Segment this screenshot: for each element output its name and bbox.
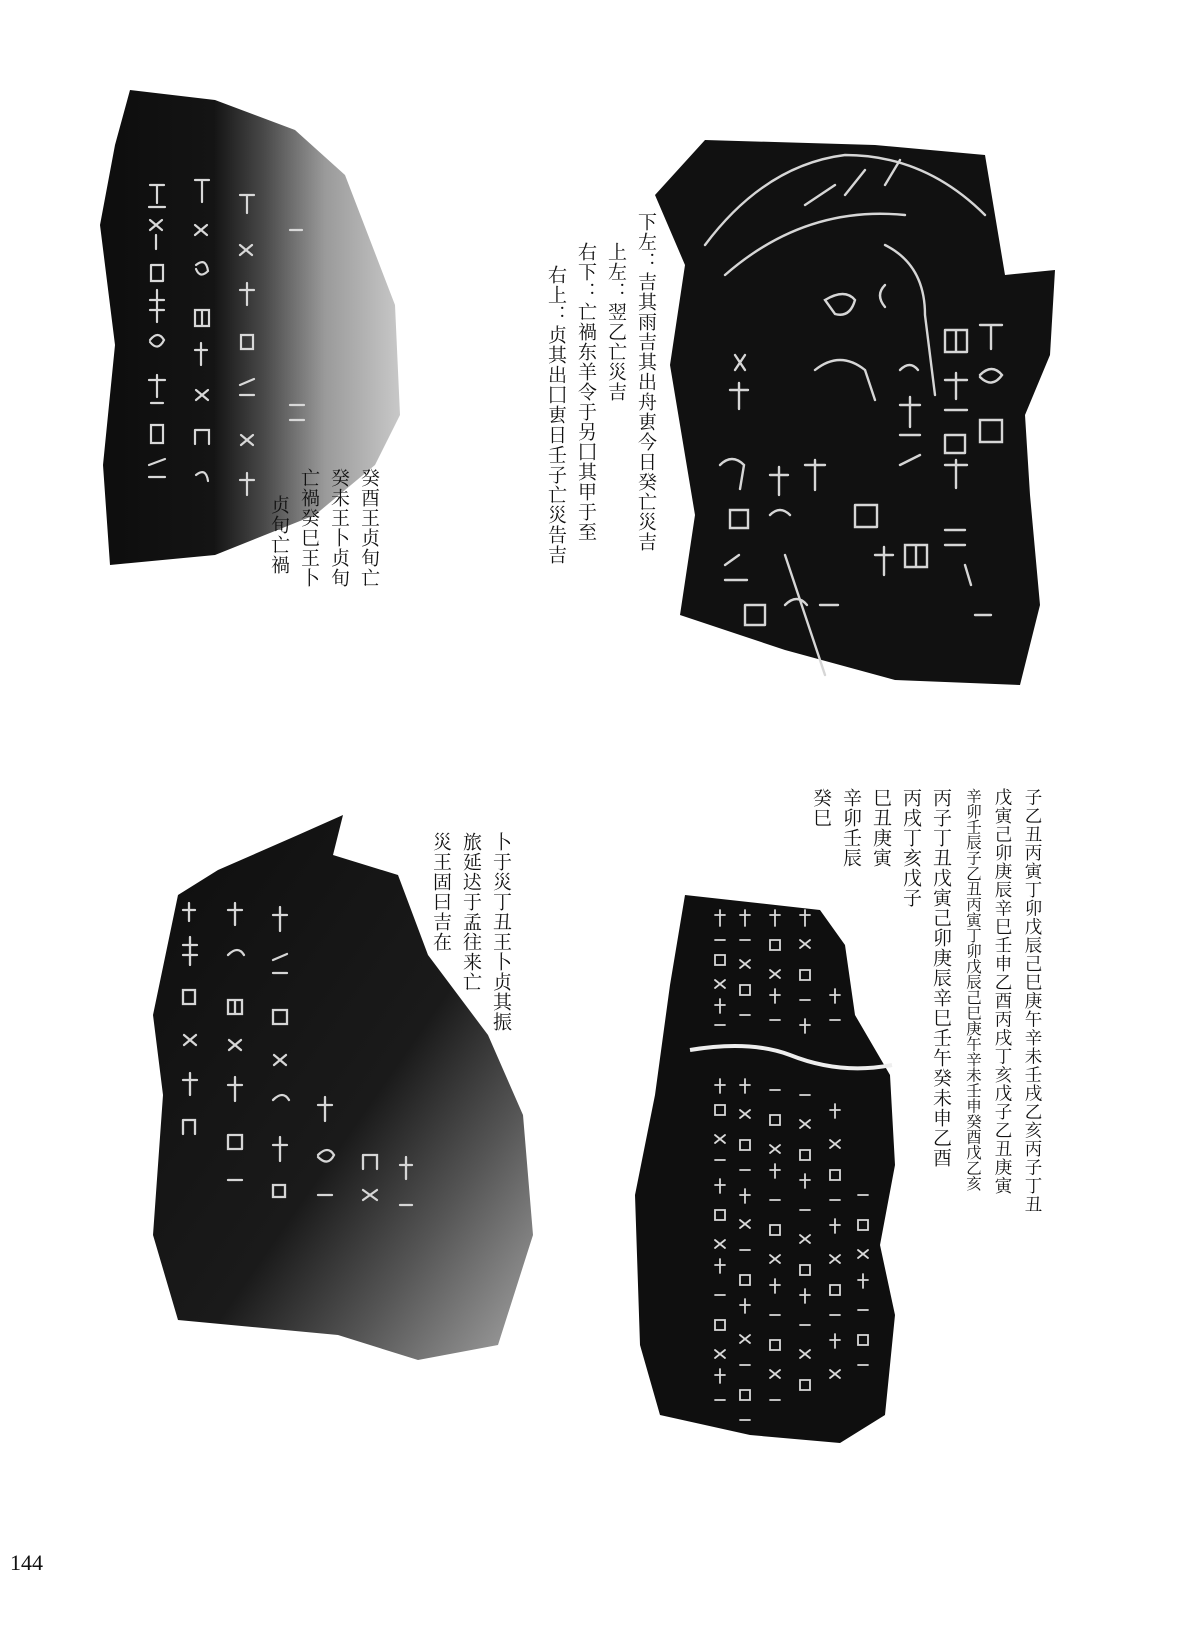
- caption-line: 辛卯壬辰子乙丑丙寅丁卯戊辰己巳庚午辛未壬申癸酉戊乙亥: [964, 788, 982, 1191]
- oracle-bone-rubbing-top-right: [645, 135, 1065, 685]
- caption-line: 癸酉王贞旬亡: [358, 468, 380, 588]
- caption-line: 癸未王卜贞旬: [328, 468, 350, 588]
- caption-line: 旅延迖于孟往来亡: [460, 832, 482, 992]
- caption-line: 亡禍癸巳王卜: [298, 468, 320, 588]
- caption-line: 戊寅己卯庚辰辛巳壬申乙酉丙戌丁亥戊子乙丑庚寅: [992, 788, 1012, 1195]
- caption-line: 災王固曰吉在: [430, 832, 452, 952]
- oracle-bone-rubbing-bottom-left: [138, 815, 548, 1370]
- caption-line: 贞旬亡禍: [268, 495, 290, 575]
- caption-line: 巳丑庚寅: [870, 788, 892, 868]
- page-number: 144: [10, 1550, 43, 1575]
- caption-line: 卜于災丁丑王卜贞其振: [490, 832, 512, 1032]
- oracle-bone-rubbing-bottom-right: [630, 895, 905, 1450]
- caption-line: 丙戌丁亥戊子: [900, 788, 922, 908]
- caption-line: 下左：吉其雨吉其出舟叀今日癸亡災吉: [635, 212, 657, 552]
- caption-line: 癸巳: [810, 788, 832, 828]
- caption-line: 丙子丁丑戊寅己卯庚辰辛巳壬午癸未申乙酉: [930, 788, 952, 1168]
- caption-line: 右上：贞其出囗叀日壬子亡災告吉: [545, 265, 567, 565]
- caption-line: 右下：亡禍东羊令于另囗其甲于至: [575, 242, 597, 542]
- caption-line: 子乙丑丙寅丁卯戊辰己巳庚午辛未壬戌乙亥丙子丁丑: [1022, 788, 1042, 1214]
- caption-line: 辛卯壬辰: [840, 788, 862, 868]
- caption-line: 上左：翌乙亡災吉: [605, 242, 627, 402]
